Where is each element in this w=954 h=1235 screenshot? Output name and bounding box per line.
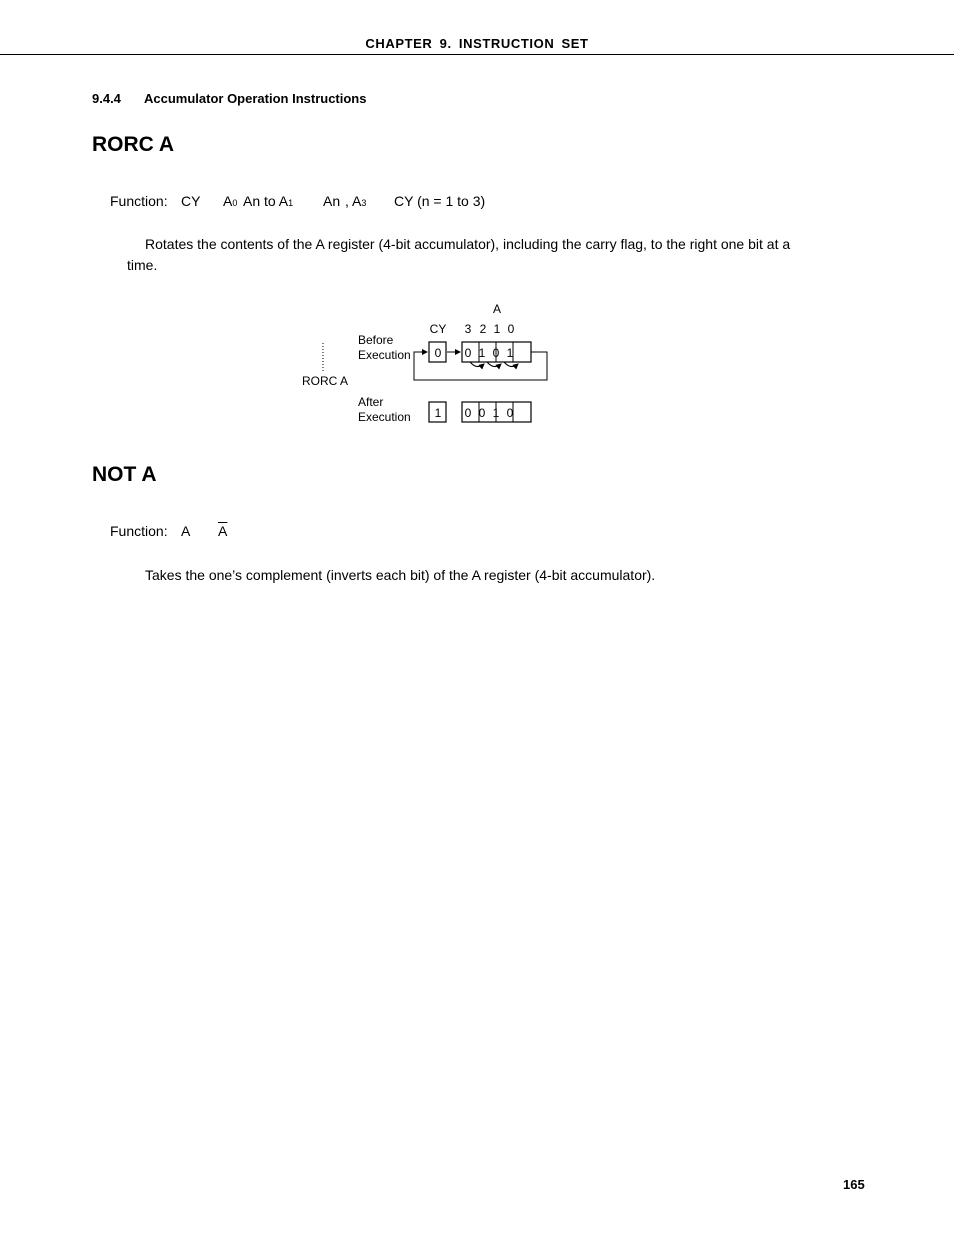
diagram-shift-arrow-1: [470, 362, 484, 367]
rorc-function-a0: A0: [223, 193, 238, 209]
page-number: 165: [843, 1177, 865, 1192]
not-function-lhs: A: [181, 523, 191, 539]
diagram-before-bit-1: 0: [492, 346, 500, 360]
rorc-title: RORC A: [92, 133, 175, 156]
not-description: Takes the one’s complement (inverts each bit) of the A register (4-bit accumulator).: [145, 567, 656, 583]
diagram-bit-label-2: 2: [479, 322, 487, 336]
rorc-function-an: An: [323, 193, 341, 209]
diagram-before-bit-2: 1: [478, 346, 486, 360]
diagram-after-label-2: Execution: [358, 410, 411, 424]
diagram-shift-arrow-3: [504, 362, 518, 367]
rorc-function-cy: CY: [181, 193, 201, 209]
not-function-line: [110, 523, 310, 543]
diagram-cy-label: CY: [429, 322, 447, 336]
diagram-after-bit-3: 0: [464, 406, 472, 420]
not-title: NOT A: [92, 463, 157, 486]
rorc-description-cont: time.: [127, 257, 158, 273]
diagram-before-cy-value: 0: [434, 346, 442, 360]
chapter-header: CHAPTER 9. INSTRUCTION SET: [365, 36, 589, 51]
diagram-before-label-2: Execution: [358, 348, 411, 362]
diagram-after-bit-0: 0: [506, 406, 514, 420]
header-rule: [0, 54, 954, 55]
diagram-bit-label-3: 3: [464, 322, 472, 336]
section-title: Accumulator Operation Instructions: [144, 91, 367, 106]
diagram-after-bit-1: 1: [492, 406, 500, 420]
rorc-function-an-to: An to A1: [243, 193, 294, 209]
diagram-bit-label-0: 0: [507, 322, 515, 336]
rorc-description: Rotates the contents of the A register (4-bit accumulator), including the carry flag, to the right one bit at a: [145, 236, 791, 252]
diagram-a-label: A: [492, 302, 502, 316]
not-function-rhs: $\overline{A}$: [218, 523, 228, 539]
diagram-before-bit-3: 0: [464, 346, 472, 360]
rorc-function-label: Function:: [110, 193, 168, 209]
diagram-shift-arrow-2: [487, 362, 501, 367]
rorc-function-tail: CY (n = 1 to 3): [394, 193, 486, 209]
diagram-after-cy-value: 1: [434, 406, 442, 420]
not-function-label: Function:: [110, 523, 168, 539]
rorc-diagram: [290, 296, 570, 432]
diagram-after-bit-2: 0: [478, 406, 486, 420]
section-heading: [92, 91, 366, 106]
diagram-instruction-label: RORC A: [302, 374, 349, 388]
rorc-function-a3: , A3: [345, 193, 367, 209]
diagram-before-bit-0: 1: [506, 346, 514, 360]
section-number: 9.4.4: [92, 91, 121, 106]
diagram-before-label-1: Before: [358, 333, 394, 347]
diagram-bit-label-1: 1: [493, 322, 501, 336]
rorc-function-line: [110, 193, 530, 213]
diagram-after-label-1: After: [358, 395, 384, 409]
